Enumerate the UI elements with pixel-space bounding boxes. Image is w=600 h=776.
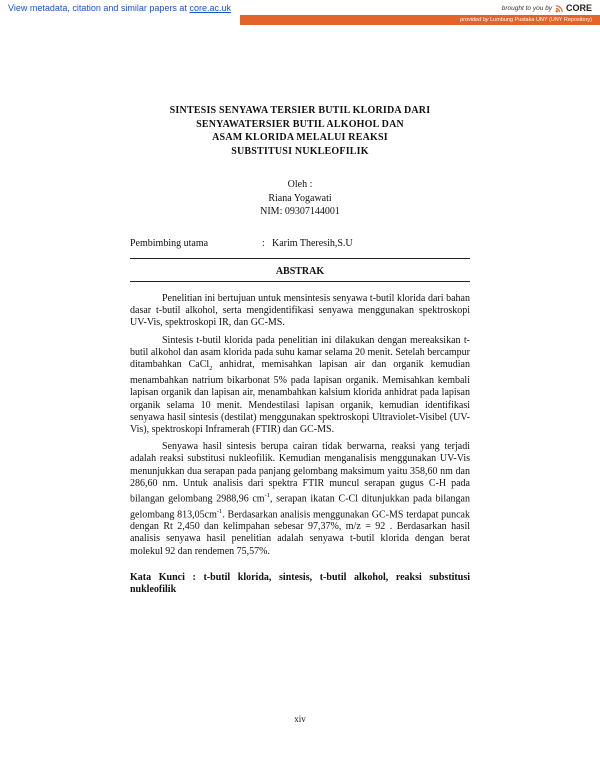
core-link-prefix: View metadata, citation and similar papers at [8, 3, 190, 13]
abstract-paragraph-2 [130, 335, 470, 437]
abstract-body [130, 293, 470, 563]
supervisor-label: Pembimbing utama [130, 238, 209, 249]
paper-title [0, 104, 600, 158]
title-line: SENYAWATERSIER BUTIL ALKOHOL DAN [196, 118, 404, 130]
core-logo-text: CORE [565, 3, 592, 13]
title-line: SUBSTITUSI NUKLEOFILIK [231, 145, 369, 157]
author-nim: NIM: 09307144001 [260, 206, 340, 217]
core-link-domain[interactable]: core.ac.uk [189, 3, 231, 13]
title-line: ASAM KLORIDA MELALUI REAKSI [212, 132, 388, 143]
abstract-heading: ABSTRAK [275, 266, 325, 277]
divider-bottom [130, 281, 470, 282]
p3-text-c: . Berdasarkan analisis menggunakan GC-MS terdapat puncak dengan Rt 2,450 dan kelimpahan sebesar 97,37%, m/z = 92 . Berdasarkan hasil analisis senyawa hasil penelitian adalah senyawa t-butil klorida dengan berat molekul 92 dan rendemen 75,57%. [130, 508, 470, 557]
brought-by-text: brought to you by [501, 4, 552, 12]
p3-text-a: Senyawa hasil sintesis berupa cairan tidak berwarna, reaksi yang terjadi adalah reaksi substitusi nukleofilik. Kemudian menganalisis menggunakan UV-Vis menunjukkan dua serapan pada panjang gelombang maksimum yaitu 358,60 nm dan 286,60 nm. Untuk analisis dari spektra FTIR muncul serapan gugus C-H pada bilangan gelombang 2988,96 cm [130, 441, 470, 505]
supervisor-line [130, 238, 353, 249]
core-logo[interactable] [555, 3, 592, 13]
supervisor-name: Karim Theresih,S.U [272, 238, 353, 249]
oleh-label: Oleh : [287, 179, 313, 190]
author-name: Riana Yogawati [268, 192, 332, 204]
supervisor-separator: : [262, 238, 265, 249]
p3-superscript-2: -1 [216, 507, 223, 515]
core-logo-icon [555, 4, 564, 13]
core-header [0, 0, 600, 28]
core-metadata-link[interactable] [8, 3, 231, 13]
abstract-paragraph-3 [130, 441, 470, 557]
provided-by-prefix: provided by [460, 17, 489, 23]
p3-text-b: , serapan ikatan C-Cl ditunjukkan pada bilangan gelombang 813,05cm [130, 493, 470, 520]
p2-subscript: 2 [209, 365, 213, 373]
title-line: SINTESIS SENYAWA TERSIER BUTIL KLORIDA DARI [169, 105, 431, 116]
author-block [0, 178, 600, 219]
keywords: Kata Kunci : t-butil klorida, sintesis, t-butil alkohol, reaksi substitusi nukleofilik [130, 572, 470, 596]
p2-text-a: Sintesis t-butil klorida pada penelitian ini dilakukan dengan mereaksikan t-butil alkohol dan asam klorida pada suhu kamar selama 20 menit. Setelah bercampur ditambahkan CaCl [130, 334, 470, 371]
p2-text-b: anhidrat, memisahkan lapisan air dan organik kemudian menambahkan natrium bikarbonat 5% pada lapisan organik. Memisahkan kembali lapisan organik dan lapisan air, menambahkan kalsium klorida anhidrat pada lapisan organik selama 10 menit. Mendestilasi lapisan organik, kemudian identifikasi senyawa hasil sintesis (destilat) menggunakan spektroskopi Ultraviolet-Visibel (UV-Vis), spektroskopi Inframerah (FTIR) dan GC-MS. [130, 359, 470, 436]
page-number: xiv [294, 714, 306, 724]
brought-by [502, 3, 592, 13]
p3-superscript-1: -1 [264, 492, 270, 500]
divider-top [130, 258, 470, 259]
abstract-paragraph-1: Penelitian ini bertujuan untuk mensintesis senyawa t-butil klorida dari bahan dasar t-butil alkohol, serta mengidentifikasi senyawa menggunakan spektroskopi UV-Vis, spektroskopi IR, dan GC-MS. [130, 293, 470, 329]
provided-by-repo[interactable]: Lumbung Pustaka UNY (UNY Repository) [490, 17, 592, 23]
provided-by-bar [240, 15, 600, 25]
